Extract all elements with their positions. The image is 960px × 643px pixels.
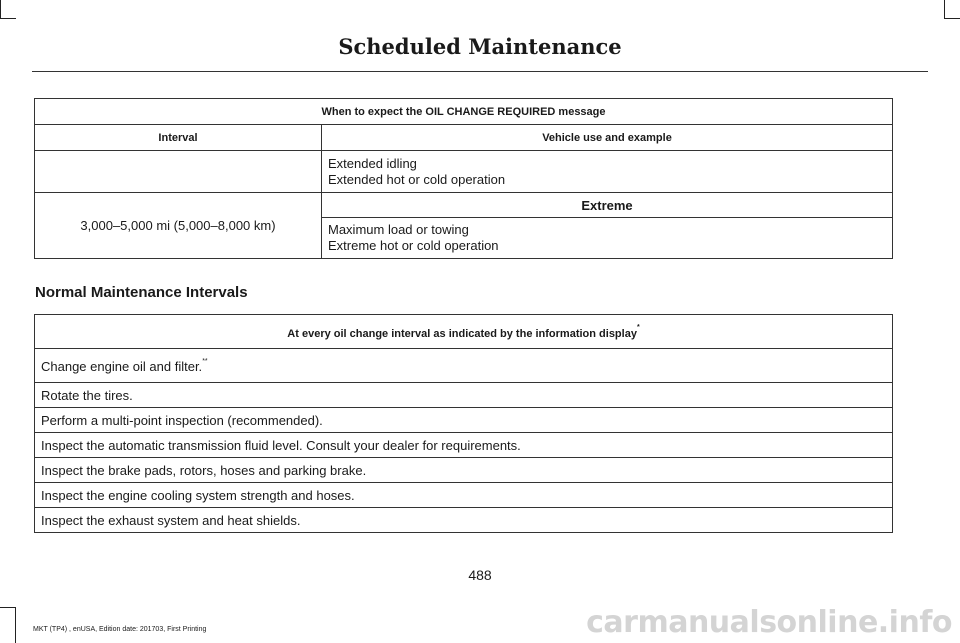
interval-cell: 3,000–5,000 mi (5,000–8,000 km) [35,193,322,259]
row-text: Change engine oil and filter. [41,358,203,374]
crop-mark [0,0,1,18]
table-row: Perform a multi-point inspection (recommended). [35,408,893,433]
usage-line: Maximum load or towing [328,222,469,237]
crop-mark [944,0,945,18]
title-rule [32,71,928,72]
footnote-mark: ** [202,357,208,365]
usage-cell [322,218,893,259]
table-row: Inspect the engine cooling system strength and hoses. [35,483,893,508]
oil-table-caption: When to expect the OIL CHANGE REQUIRED message [35,99,893,125]
usage-cell [322,151,893,193]
footnote-mark: * [636,323,640,331]
normal-maintenance-table [34,314,893,533]
page-title: Scheduled Maintenance [338,34,622,59]
extreme-category-label: Extreme [322,193,893,218]
table-row [35,349,893,383]
table-row: Inspect the brake pads, rotors, hoses and parking brake. [35,458,893,483]
crop-mark [15,607,16,643]
table-row: Rotate the tires. [35,383,893,408]
interval-cell [35,151,322,193]
section-heading: Normal Maintenance Intervals [35,284,248,301]
watermark-logo: carmanualsonline.info [586,605,952,640]
usage-column-header: Vehicle use and example [322,125,893,151]
crop-mark [0,607,16,608]
usage-line: Extended idling [328,155,417,171]
crop-mark [944,18,960,19]
caption-text: At every oil change interval as indicated by the information display [287,327,637,340]
normal-table-caption [35,315,893,349]
table-row: Inspect the automatic transmission fluid level. Consult your dealer for requirements. [35,433,893,458]
table-row: Inspect the exhaust system and heat shields. [35,508,893,533]
usage-line: Extended hot or cold operation [328,171,506,187]
crop-mark [0,18,16,19]
edition-footer: MKT (TP4) , enUSA, Edition date: 201703, First Printing [33,626,207,633]
page-number: 488 [468,567,492,583]
oil-change-table [34,98,893,259]
interval-column-header: Interval [35,125,322,151]
usage-line: Extreme hot or cold operation [328,238,499,253]
